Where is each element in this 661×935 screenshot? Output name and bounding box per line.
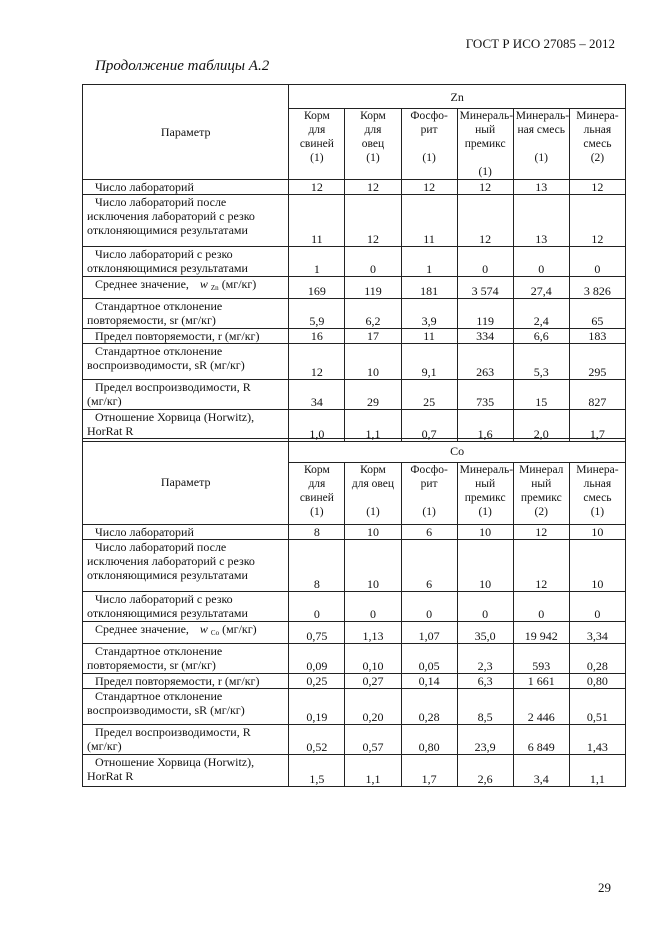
column-header [401,109,457,180]
value-cell: 0 [569,247,625,277]
column-header-line: смесь [583,492,612,504]
column-header-code: (1) [366,152,380,164]
value-cell: 1,43 [569,725,625,755]
parameter-label [83,592,289,622]
parameter-label-line: (мг/кг) [87,394,122,408]
column-header-code: (1) [422,152,436,164]
value-cell: 1,1 [345,755,401,787]
value-cell: 0,28 [569,644,625,674]
parameter-label-line: HorRat R [87,769,134,783]
value-cell: 0,14 [401,674,457,689]
mean-symbol: $\overline{w}$ [199,622,208,636]
value-cell: 12 [345,180,401,195]
value-cell: 27,4 [513,277,569,299]
column-header-line: овец [361,138,385,150]
table-row [83,592,626,622]
parameter-label-line: отклоняющимися результатами [87,606,248,620]
value-cell: 0,27 [345,674,401,689]
table-caption: Продолжение таблицы А.2 [95,58,270,74]
column-header-line: рит [420,124,438,136]
column-header-line: Минерал [519,464,564,476]
column-header-line: ный [531,478,552,490]
parameter-label-line: Число лабораторий [95,180,194,194]
value-cell: 0 [401,592,457,622]
value-cell: 11 [401,195,457,247]
co-results-table [82,438,626,787]
value-cell: 9,1 [401,344,457,380]
value-cell: 119 [345,277,401,299]
column-header-line: Фосфо- [410,110,448,122]
value-cell: 23,9 [457,725,513,755]
column-header-line: льная [583,124,612,136]
value-cell: 11 [401,329,457,344]
parameter-label-line: Стандартное отклонение [95,689,223,703]
table-row [83,674,626,689]
value-cell: 3,9 [401,299,457,329]
column-header-code: (1) [310,506,324,518]
value-cell: 6 [401,525,457,540]
table-row [83,755,626,787]
parameter-label-line: Число лабораторий [95,525,194,539]
table-row [83,525,626,540]
value-cell: 6 [401,540,457,592]
column-header-line [404,137,455,151]
value-cell: 6,3 [457,674,513,689]
parameter-label [83,344,289,380]
value-cell: 1 [401,247,457,277]
value-cell: 0,80 [401,725,457,755]
column-header [457,109,513,180]
value-cell: 735 [457,380,513,410]
column-header [457,463,513,525]
value-cell: 13 [513,195,569,247]
parameter-label-line: воспроизводимости, sR (мг/кг) [87,703,245,717]
parameter-label-line: повторяемости, sr (мг/кг) [87,313,216,327]
value-cell: 2,4 [513,299,569,329]
header-row [83,439,626,463]
column-header-code: (1) [534,152,548,164]
value-cell: 2,3 [457,644,513,674]
parameter-label [83,674,289,689]
value-cell: 8,5 [457,689,513,725]
parameter-label-line: Предел повторяемости, r (мг/кг) [95,329,260,343]
column-header-line: ный премикс [464,124,506,150]
value-cell: 0,10 [345,644,401,674]
column-header-line: Корм [304,110,330,122]
value-cell: 0,75 [289,622,345,644]
column-header [569,463,625,525]
value-cell: 1,6 [457,410,513,442]
column-header-code: (2) [534,506,548,518]
value-cell: 2,6 [457,755,513,787]
value-cell: 3,4 [513,755,569,787]
value-cell: 12 [401,180,457,195]
column-header [513,463,569,525]
parameter-label-line: исключения лабораторий с резко [87,209,255,223]
value-cell: 10 [345,344,401,380]
parameter-label [83,725,289,755]
parameter-label-line: Отношение Хорвица (Horwitz), [95,755,255,769]
table-row [83,329,626,344]
column-header-line [404,491,455,505]
parameter-label [83,195,289,247]
value-cell: 10 [345,525,401,540]
parameter-label-line: Стандартное отклонение [95,344,223,358]
parameter-label-line: Среднее значение, $\overline{w}$ $_{Zn}$ (мг/кг) [95,277,257,292]
value-cell: 3 574 [457,277,513,299]
value-cell: 10 [457,540,513,592]
value-cell: 0 [345,247,401,277]
value-cell: 8 [289,525,345,540]
value-cell: 8 [289,540,345,592]
value-cell: 263 [457,344,513,380]
value-cell: 0 [513,247,569,277]
column-header-line: ный [475,478,496,490]
parameter-label-line: Стандартное отклонение [95,644,223,658]
value-cell: 6,6 [513,329,569,344]
parameter-label [83,380,289,410]
table-row [83,380,626,410]
column-header-line: рит [420,478,438,490]
value-cell: 0 [513,592,569,622]
element-subscript: Co [210,629,220,637]
parameter-label-line: отклоняющимися результатами [87,261,248,275]
parameter-label-line: Предел воспроизводимости, R [95,725,251,739]
column-header-line: премикс [520,492,562,504]
column-header-line: премикс [464,492,506,504]
element-header: Co [289,439,626,463]
column-header [569,109,625,180]
parameter-label [83,410,289,442]
value-cell: 12 [289,180,345,195]
value-cell: 295 [569,344,625,380]
parameter-label-line: Число лабораторий с резко [95,247,233,261]
value-cell: 3,34 [569,622,625,644]
parameter-label-line: Предел повторяемости, r (мг/кг) [95,674,260,688]
column-header-line: для [364,124,382,136]
header-row [83,85,626,109]
column-header-code: (1) [478,506,492,518]
column-header-line: Минераль- [459,110,514,122]
value-cell: 0 [289,592,345,622]
parameter-label [83,180,289,195]
column-header-code: (1) [310,152,324,164]
value-cell: 0 [457,592,513,622]
value-cell: 29 [345,380,401,410]
value-cell: 0 [569,592,625,622]
value-cell: 2,0 [513,410,569,442]
parameter-header: Параметр [83,85,289,180]
parameter-label-line: исключения лабораторий с резко [87,554,255,568]
column-header-line: для [308,124,326,136]
table-row [83,247,626,277]
table-row [83,622,626,644]
column-header-line: льная [583,478,612,490]
column-header-code: (1) [590,506,605,518]
element-subscript: Zn [210,284,219,292]
value-cell: 12 [513,540,569,592]
parameter-label-line: (мг/кг) [87,739,122,753]
parameter-label-line: HorRat R [87,424,134,438]
value-cell: 12 [457,180,513,195]
column-header-line: свиней [299,492,334,504]
table-row [83,277,626,299]
element-header: Zn [289,85,626,109]
value-cell: 5,9 [289,299,345,329]
value-cell: 1,1 [569,755,625,787]
value-cell: 0,57 [345,725,401,755]
column-header [289,109,345,180]
column-header-line [516,137,567,151]
column-header-line: для [308,478,326,490]
value-cell: 16 [289,329,345,344]
parameter-label-line: Число лабораторий с резко [95,592,233,606]
column-header-line: Минера- [576,464,619,476]
column-header [345,109,401,180]
value-cell: 6 849 [513,725,569,755]
value-cell: 17 [345,329,401,344]
value-cell: 1,13 [345,622,401,644]
value-cell: 12 [345,195,401,247]
value-cell: 12 [569,195,625,247]
column-header-line: Корм [360,110,386,122]
parameter-label [83,525,289,540]
column-header-line: смесь [583,138,612,150]
table-row [83,410,626,442]
parameter-label-line: воспроизводимости, sR (мг/кг) [87,358,245,372]
value-cell: 0,51 [569,689,625,725]
value-cell: 0 [345,592,401,622]
value-cell: 10 [569,540,625,592]
parameter-header: Параметр [83,439,289,525]
value-cell: 12 [289,344,345,380]
value-cell: 3 826 [569,277,625,299]
value-cell: 1,5 [289,755,345,787]
value-cell: 34 [289,380,345,410]
value-cell: 183 [569,329,625,344]
column-header [401,463,457,525]
value-cell: 1 661 [513,674,569,689]
value-cell: 334 [457,329,513,344]
column-header-code: (1) [366,506,380,518]
value-cell: 12 [569,180,625,195]
value-cell: 0,28 [401,689,457,725]
table-row [83,299,626,329]
table-row [83,180,626,195]
column-header-code: (2) [590,152,605,164]
value-cell: 10 [345,540,401,592]
column-header-code: (1) [422,506,436,518]
column-header [513,109,569,180]
column-header [289,463,345,525]
value-cell: 0,19 [289,689,345,725]
value-cell: 0,25 [289,674,345,689]
table-row [83,689,626,725]
parameter-label [83,329,289,344]
table-row [83,195,626,247]
value-cell: 0,7 [401,410,457,442]
zn-results-table [82,84,626,442]
parameter-label-line: Стандартное отклонение [95,299,223,313]
parameter-label-line: Отношение Хорвица (Horwitz), [95,410,255,424]
column-header-line: Минераль- [459,464,514,476]
value-cell: 6,2 [345,299,401,329]
parameter-label [83,540,289,592]
parameter-label [83,299,289,329]
value-cell: 19 942 [513,622,569,644]
parameter-label [83,277,289,299]
value-cell: 0,20 [345,689,401,725]
value-cell: 10 [457,525,513,540]
value-cell: 1,0 [289,410,345,442]
value-cell: 181 [401,277,457,299]
parameter-label [83,622,289,644]
value-cell: 15 [513,380,569,410]
column-header-line: Корм [304,464,330,476]
value-cell: 0,52 [289,725,345,755]
value-cell: 25 [401,380,457,410]
parameter-label-line: Предел воспроизводимости, R [95,380,251,394]
value-cell: 35,0 [457,622,513,644]
parameter-label [83,689,289,725]
value-cell: 2 446 [513,689,569,725]
column-header-line: Корм [360,464,386,476]
value-cell: 1 [289,247,345,277]
parameter-label [83,755,289,787]
column-header [345,463,401,525]
value-cell: 169 [289,277,345,299]
value-cell: 10 [569,525,625,540]
column-header-line: Фосфо- [410,464,448,476]
value-cell: 0 [457,247,513,277]
parameter-label-line: Число лабораторий после [95,195,227,209]
parameter-label-line: отклоняющимися результатами [87,568,248,582]
column-header-line: Минераль- [515,110,570,122]
value-cell: 1,7 [569,410,625,442]
value-cell: 13 [513,180,569,195]
column-header-code: (1) [478,166,492,178]
value-cell: 1,1 [345,410,401,442]
value-cell: 119 [457,299,513,329]
value-cell: 0,09 [289,644,345,674]
parameter-label [83,644,289,674]
mean-symbol: $\overline{w}$ [199,277,208,291]
column-header-line: свиней [299,138,334,150]
value-cell: 12 [457,195,513,247]
parameter-label-line: отклоняющимися результатами [87,223,248,237]
value-cell: 827 [569,380,625,410]
value-cell: 11 [289,195,345,247]
table-row [83,725,626,755]
value-cell: 0,80 [569,674,625,689]
table-row [83,644,626,674]
table-row [83,540,626,592]
value-cell: 1,07 [401,622,457,644]
parameter-label-line: Среднее значение, $\overline{w}$ $_{Co}$ (мг/кг) [95,622,257,637]
page-number: 29 [598,880,611,895]
column-header-line [460,151,511,165]
table-row [83,344,626,380]
parameter-label [83,247,289,277]
value-cell: 1,7 [401,755,457,787]
parameter-label-line: повторяемости, sr (мг/кг) [87,658,216,672]
document-code: ГОСТ Р ИСО 27085 – 2012 [465,36,615,51]
column-header-line [347,491,398,505]
column-header-line: ная смесь [517,124,566,136]
column-header-line: Минера- [576,110,619,122]
value-cell: 0,05 [401,644,457,674]
value-cell: 593 [513,644,569,674]
column-header-line: для овец [351,478,395,490]
value-cell: 12 [513,525,569,540]
value-cell: 65 [569,299,625,329]
parameter-label-line: Число лабораторий после [95,540,227,554]
value-cell: 5,3 [513,344,569,380]
